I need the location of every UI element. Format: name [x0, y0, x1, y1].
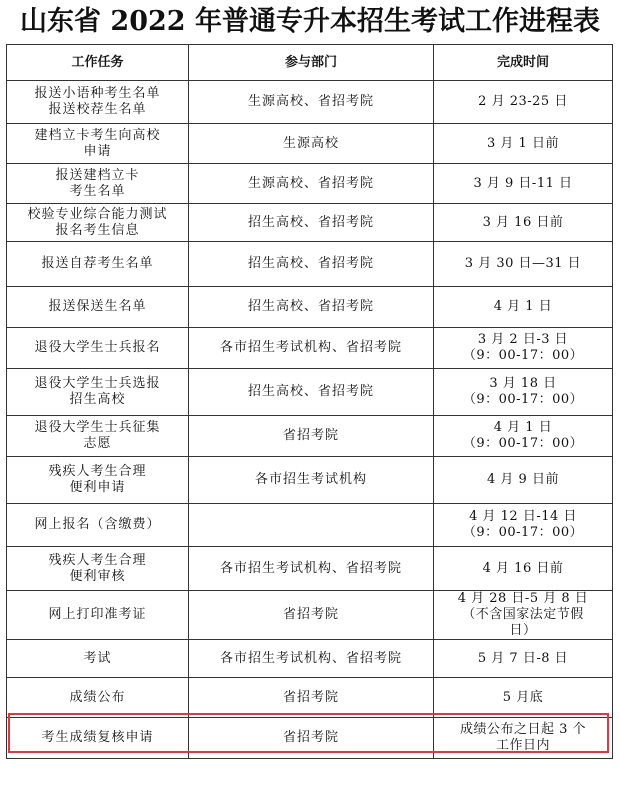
department-cell-text: 省招考院 — [282, 689, 339, 705]
department-cell — [189, 547, 434, 591]
table-row — [7, 164, 613, 204]
schedule-table — [6, 44, 613, 759]
table-row — [7, 457, 613, 504]
department-cell-text: 生源高校、省招考院 — [247, 94, 374, 109]
task-cell-text: 成绩公布 — [69, 689, 126, 705]
task-cell-text: 报送小语种考生名单 报送校荐生名单 — [34, 86, 161, 117]
time-cell — [434, 287, 613, 328]
time-cell-text: 3 月 16 日前 — [482, 214, 564, 230]
task-cell-text: 报送保送生名单 — [48, 299, 147, 314]
task-cell-text: 网上报名（含缴费） — [34, 517, 161, 532]
task-cell-text: 报送建档立卡 考生名单 — [55, 167, 140, 199]
task-cell — [7, 640, 189, 678]
department-cell — [189, 242, 434, 287]
time-cell — [434, 678, 613, 718]
department-cell — [189, 504, 434, 547]
task-cell — [7, 504, 189, 547]
table-row — [7, 124, 613, 164]
time-cell — [434, 204, 613, 242]
task-cell — [7, 457, 189, 504]
department-cell-text: 各市招生考试机构 — [254, 472, 367, 487]
department-cell — [189, 204, 434, 242]
department-cell-text: 生源高校、省招考院 — [247, 175, 374, 191]
table-row — [7, 678, 613, 718]
task-cell — [7, 591, 189, 640]
table-row — [7, 328, 613, 369]
department-cell — [189, 164, 434, 204]
task-cell-text: 建档立卡考生向高校 申请 — [34, 127, 161, 159]
time-cell — [434, 457, 613, 504]
task-cell — [7, 124, 189, 164]
time-cell — [434, 369, 613, 416]
table-row — [7, 369, 613, 416]
table-row — [7, 242, 613, 287]
time-cell-text: 4 月 28 日-5 月 8 日 （不含国家法定节假 日） — [457, 591, 589, 638]
table-row — [7, 718, 613, 759]
time-cell-text: 3 月 18 日 （9：00-17：00） — [462, 376, 584, 407]
department-cell — [189, 457, 434, 504]
time-cell — [434, 640, 613, 678]
time-cell-text: 5 月底 — [502, 689, 544, 705]
table-row — [7, 81, 613, 124]
time-cell — [434, 81, 613, 124]
time-cell — [434, 164, 613, 204]
time-cell — [434, 328, 613, 369]
task-cell — [7, 416, 189, 457]
table-row — [7, 287, 613, 328]
task-cell — [7, 328, 189, 369]
table-row — [7, 504, 613, 547]
department-cell-text: 各市招生考试机构、省招考院 — [219, 560, 402, 576]
department-cell — [189, 718, 434, 759]
time-cell — [434, 242, 613, 287]
task-cell-text: 考试 — [83, 650, 112, 666]
time-cell-text: 4 月 1 日 — [493, 299, 553, 314]
time-cell-text: 5 月 7 日-8 日 — [477, 650, 569, 666]
department-cell — [189, 416, 434, 457]
department-cell — [189, 81, 434, 124]
department-cell-text: 各市招生考试机构、省招考院 — [219, 650, 402, 666]
task-cell — [7, 204, 189, 242]
task-cell-text: 考生成绩复核申请 — [41, 730, 154, 745]
department-cell — [189, 640, 434, 678]
time-cell — [434, 416, 613, 457]
task-cell-text: 退役大学生士兵选报 招生高校 — [34, 376, 161, 407]
department-cell-text: 招生高校、省招考院 — [247, 256, 374, 271]
department-cell-text: 招生高校、省招考院 — [247, 299, 374, 314]
table-row — [7, 204, 613, 242]
time-cell-text: 4 月 12 日-14 日 （9：00-17：00） — [462, 509, 584, 540]
task-cell — [7, 287, 189, 328]
time-cell — [434, 547, 613, 591]
department-cell-text: 省招考院 — [282, 607, 339, 622]
time-cell-text: 3 月 30 日—31 日 — [464, 256, 582, 271]
time-cell — [434, 504, 613, 547]
task-cell-text: 残疾人考生合理 便利审核 — [48, 552, 147, 584]
task-cell — [7, 718, 189, 759]
time-cell — [434, 591, 613, 640]
task-cell — [7, 81, 189, 124]
table-row — [7, 591, 613, 640]
header-task: 工作任务 — [7, 45, 189, 81]
time-cell-text: 3 月 9 日-11 日 — [473, 175, 573, 191]
department-cell-text: 生源高校 — [282, 135, 339, 151]
task-cell — [7, 678, 189, 718]
task-cell-text: 报送自荐考生名单 — [41, 256, 154, 271]
department-cell — [189, 287, 434, 328]
department-cell-text: 招生高校、省招考院 — [247, 214, 374, 230]
time-cell-text: 4 月 1 日 （9：00-17：00） — [462, 420, 584, 451]
task-cell-text: 残疾人考生合理 便利申请 — [48, 464, 147, 495]
department-cell — [189, 678, 434, 718]
time-cell-text: 成绩公布之日起 3 个 工作日内 — [459, 722, 587, 753]
task-cell — [7, 164, 189, 204]
task-cell — [7, 547, 189, 591]
department-cell — [189, 328, 434, 369]
task-cell-text: 校验专业综合能力测试 报名考生信息 — [27, 206, 168, 238]
table-row — [7, 547, 613, 591]
time-cell — [434, 124, 613, 164]
time-cell-text: 3 月 1 日前 — [487, 135, 559, 151]
department-cell-text: 招生高校、省招考院 — [247, 384, 374, 399]
task-cell — [7, 369, 189, 416]
time-cell-text: 4 月 16 日前 — [482, 560, 564, 576]
time-cell-text: 4 月 9 日前 — [487, 472, 559, 487]
department-cell — [189, 124, 434, 164]
task-cell — [7, 242, 189, 287]
task-cell-text: 退役大学生士兵征集 志愿 — [34, 420, 161, 451]
time-cell-text: 3 月 2 日-3 日 （9：00-17：00） — [462, 332, 584, 363]
task-cell-text: 网上打印准考证 — [48, 607, 147, 622]
department-cell-text: 各市招生考试机构、省招考院 — [219, 340, 402, 355]
time-cell — [434, 718, 613, 759]
department-cell — [189, 369, 434, 416]
time-cell-text: 2 月 23-25 日 — [478, 94, 568, 109]
header-time: 完成时间 — [434, 45, 613, 81]
page-title: 山东省 2022 年普通专升本招生考试工作进程表 — [20, 6, 600, 37]
department-cell-text: 省招考院 — [282, 428, 339, 443]
department-cell-text: 省招考院 — [282, 730, 339, 745]
table-row — [7, 416, 613, 457]
table-header-row — [7, 45, 613, 81]
task-cell-text: 退役大学生士兵报名 — [34, 340, 161, 355]
table-row — [7, 640, 613, 678]
header-department: 参与部门 — [189, 45, 434, 81]
department-cell — [189, 591, 434, 640]
